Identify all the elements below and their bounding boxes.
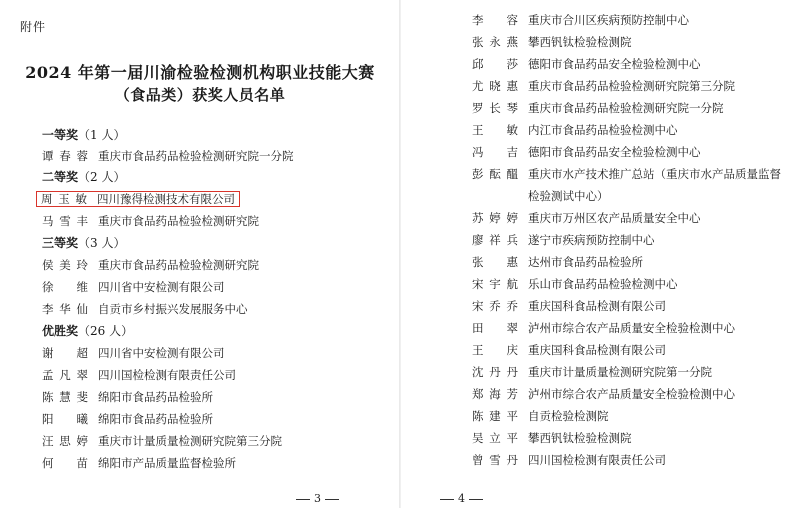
winner-org: 重庆市食品药品检验检测研究院 (98, 258, 259, 272)
winner-org: 四川国检检测有限责任公司 (98, 368, 236, 382)
winner-org: 乐山市食品药品检验检测中心 (528, 277, 678, 291)
winner-name: 张永燕 (472, 35, 518, 49)
winner-org: 四川省中安检测有限公司 (98, 280, 225, 294)
list-item (472, 406, 609, 426)
winner-name: 徐 维 (42, 280, 88, 294)
list-item (472, 318, 735, 338)
list-item (42, 299, 248, 319)
list-item (472, 76, 735, 96)
winner-org: 重庆市食品药品检验检测研究院一分院 (528, 101, 724, 115)
page-dash (440, 499, 454, 500)
winner-org: 绵阳市食品药品检验所 (98, 390, 213, 404)
prize-count: （3 人） (78, 236, 126, 250)
highlight-box (36, 191, 240, 207)
prize-label: 一等奖 (42, 128, 79, 142)
page-number-value: 3 (314, 492, 321, 505)
winner-org: 绵阳市食品药品检验所 (98, 412, 213, 426)
winner-org: 自贡检验检测院 (528, 409, 609, 423)
second-prize-heading (42, 167, 125, 187)
winner-name: 尤晓惠 (472, 79, 518, 93)
list-item (42, 277, 225, 297)
list-item (472, 10, 689, 30)
page-number (436, 492, 487, 505)
list-item (472, 274, 678, 294)
list-item (42, 255, 259, 275)
winner-org: 重庆国科食品检测有限公司 (528, 299, 666, 313)
winner-name: 宋乔乔 (472, 299, 518, 313)
winner-org: 遂宁市疾病预防控制中心 (528, 233, 655, 247)
prize-count: （1 人） (78, 128, 126, 142)
merit-prize-heading (42, 321, 133, 341)
winner-name: 阳 曦 (42, 412, 88, 426)
winner-org: 绵阳市产品质量监督检验所 (98, 456, 236, 470)
list-item (42, 431, 282, 451)
winner-name: 苏婷婷 (472, 211, 518, 225)
winner-name: 何 苗 (42, 456, 88, 470)
winner-org: 重庆市水产技术推广总站（重庆市水产品质量监督 (528, 167, 781, 181)
winner-org: 四川省中安检测有限公司 (98, 346, 225, 360)
winner-name: 陈建平 (472, 409, 518, 423)
list-item (472, 120, 678, 140)
page-dash (325, 499, 339, 500)
list-item (42, 211, 259, 231)
list-item (472, 384, 735, 404)
page-right (400, 0, 800, 508)
winner-org: 德阳市食品药品安全检验检测中心 (528, 57, 701, 71)
winner-org: 重庆市食品药品检验检测研究院第三分院 (528, 79, 735, 93)
list-item (472, 362, 712, 382)
document-subtitle: （食品类）获奖人员名单 (114, 86, 286, 104)
winner-org: 重庆国科食品检测有限公司 (528, 343, 666, 357)
winner-name: 廖祥兵 (472, 233, 518, 247)
winner-name: 曾雪丹 (472, 453, 518, 467)
winner-name: 周玉敏 (41, 192, 87, 206)
winner-name: 王 庆 (472, 343, 518, 357)
list-item (42, 343, 225, 363)
winner-org: 重庆市计量质量检测研究院第三分院 (98, 434, 282, 448)
list-item (472, 164, 781, 184)
list-item (472, 142, 701, 162)
winner-org: 检验测试中心） (528, 189, 609, 203)
winner-org: 德阳市食品药品安全检验检测中心 (528, 145, 701, 159)
list-item-highlighted (42, 189, 240, 209)
winner-name: 马雪丰 (42, 214, 88, 228)
list-item-continued (472, 186, 609, 206)
winner-name: 彭酝醞 (472, 167, 518, 181)
list-item (472, 230, 655, 250)
winner-org: 重庆市食品药品检验检测研究院 (98, 214, 259, 228)
winner-org: 四川国检检测有限责任公司 (528, 453, 666, 467)
list-item (472, 98, 724, 118)
prize-count: （2 人） (78, 170, 126, 184)
winner-name: 沈丹丹 (472, 365, 518, 379)
winner-name: 张 惠 (472, 255, 518, 269)
attachment-label: 附件 (20, 20, 47, 34)
list-item (472, 340, 666, 360)
winner-org: 重庆市合川区疾病预防控制中心 (528, 13, 689, 27)
list-item (472, 450, 666, 470)
document-title: 2024 年第一届川渝检验检测机构职业技能大赛 (25, 63, 375, 82)
prize-label: 二等奖 (42, 170, 79, 184)
winner-name: 田 翠 (472, 321, 518, 335)
winner-name: 谭春蓉 (42, 149, 88, 163)
winner-org: 重庆市万州区农产品质量安全中心 (528, 211, 701, 225)
list-item (472, 208, 701, 228)
winner-name: 汪思婷 (42, 434, 88, 448)
list-item (472, 32, 632, 52)
third-prize-heading (42, 233, 125, 253)
winner-org: 泸州市综合农产品质量安全检验检测中心 (528, 387, 735, 401)
winner-name: 陈慧斐 (42, 390, 88, 404)
winner-name: 孟凡翠 (42, 368, 88, 382)
winner-org: 重庆市计量质量检测研究院第一分院 (528, 365, 712, 379)
winner-org: 自贡市乡村振兴发展服务中心 (98, 302, 248, 316)
list-item (472, 54, 701, 74)
winner-name: 王 敏 (472, 123, 518, 137)
winner-name: 郑海芳 (472, 387, 518, 401)
winner-org: 攀西钒钛检验检测院 (528, 431, 632, 445)
list-item (472, 428, 632, 448)
page-number (292, 492, 343, 505)
page-number-value: 4 (458, 492, 465, 505)
list-item (42, 453, 236, 473)
winner-name: 邱 莎 (472, 57, 518, 71)
winner-name: 谢 超 (42, 346, 88, 360)
list-item (42, 365, 236, 385)
winner-name: 冯 吉 (472, 145, 518, 159)
prize-label: 三等奖 (42, 236, 79, 250)
prize-count: （26 人） (78, 324, 134, 338)
list-item (472, 252, 643, 272)
winner-name: 侯美玲 (42, 258, 88, 272)
list-item (42, 409, 213, 429)
list-item (42, 387, 213, 407)
winner-org: 泸州市综合农产品质量安全检验检测中心 (528, 321, 735, 335)
winner-name: 宋宇航 (472, 277, 518, 291)
winner-name: 吴立平 (472, 431, 518, 445)
winner-name: 李 容 (472, 13, 518, 27)
page-dash (296, 499, 310, 500)
winner-name: 李华仙 (42, 302, 88, 316)
winner-org: 内江市食品药品检验检测中心 (528, 123, 678, 137)
first-prize-heading (42, 125, 125, 145)
list-item (42, 146, 294, 166)
winner-name: 罗长琴 (472, 101, 518, 115)
winner-org: 攀西钒钛检验检测院 (528, 35, 632, 49)
page-dash (469, 499, 483, 500)
prize-label: 优胜奖 (42, 324, 79, 338)
list-item (472, 296, 666, 316)
winner-org: 重庆市食品药品检验检测研究院一分院 (98, 149, 294, 163)
winner-org: 达州市食品药品检验所 (528, 255, 643, 269)
winner-org: 四川豫得检测技术有限公司 (97, 192, 235, 206)
